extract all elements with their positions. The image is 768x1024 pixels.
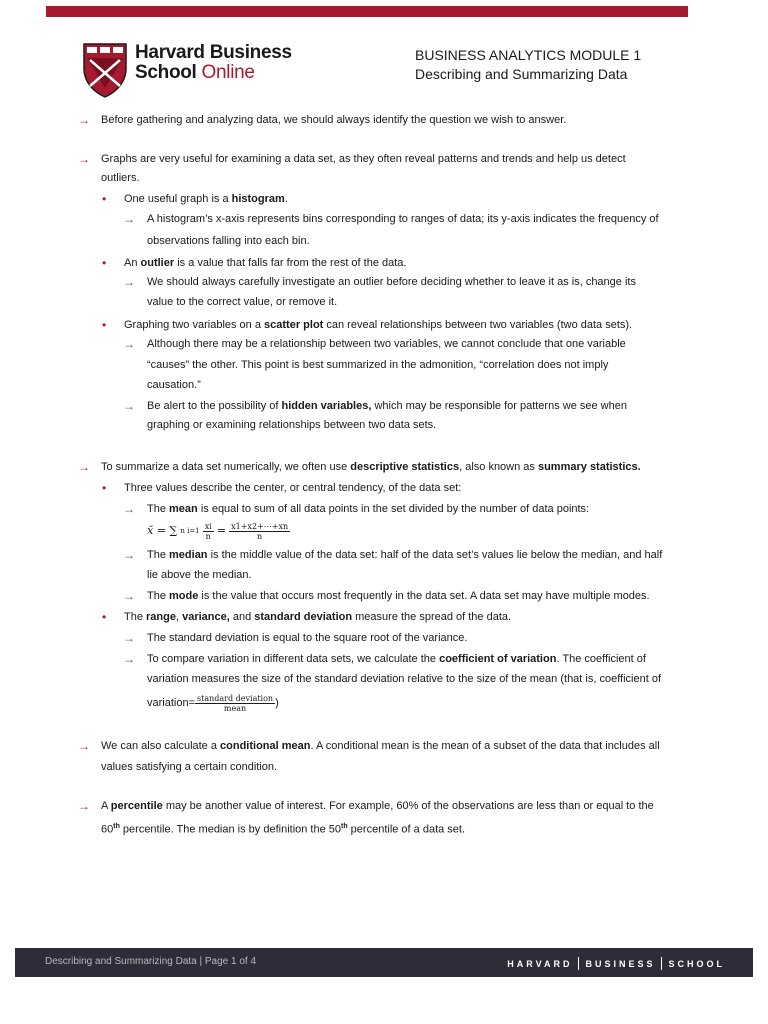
hbs-shield-icon — [82, 42, 128, 98]
formula-equals: = — [216, 524, 227, 537]
paragraph-text: lie above the median. — [147, 569, 252, 581]
text: The — [147, 590, 170, 602]
bullet-icon: • — [102, 318, 107, 332]
text: Be alert to the possibility of — [147, 400, 282, 412]
term-median: median — [169, 549, 208, 561]
text: The — [147, 503, 170, 515]
bullet-icon: • — [102, 256, 107, 270]
term-coefficient-of-variation: coefficient of variation — [439, 653, 557, 665]
text: ) — [275, 697, 279, 709]
logo-online: Online — [201, 62, 255, 83]
paragraph-text: value to the correct value, or remove it. — [147, 296, 338, 308]
term-percentile: percentile — [110, 800, 163, 812]
text: is a value that falls far from the rest of the data. — [174, 257, 407, 269]
term-descriptive-statistics: descriptive statistics — [350, 461, 460, 473]
paragraph-text: Three values describe the center, or central tendency, of the data set: — [124, 482, 462, 494]
footer-word: SCHOOL — [668, 958, 725, 969]
text: is the value that occurs most frequently in the data set. A data set may have multiple modes. — [198, 590, 650, 602]
footer-word: HARVARD — [507, 958, 573, 969]
bullet-icon: • — [102, 610, 107, 624]
paragraph-text: Graphs are very useful for examining a data set, as they often reveal patterns and trends and help us detect — [101, 153, 626, 165]
term-mode: mode — [169, 590, 199, 602]
bullet-icon: • — [102, 192, 107, 206]
paragraph-text: variation measures the size of the standard deviation relative to the size of the mean (that is, coefficient of — [147, 673, 662, 685]
text: and — [229, 611, 255, 623]
term-conditional-mean: conditional mean — [220, 740, 311, 752]
text: One useful graph is a — [124, 193, 232, 205]
right-arrow-icon: → — [123, 212, 135, 226]
paragraph-text: outliers. — [101, 172, 140, 184]
text: To compare variation in different data sets, we calculate the — [147, 653, 440, 665]
paragraph-text: graphing or examining relationships between two data sets. — [147, 419, 437, 431]
term-histogram: histogram — [231, 193, 285, 205]
text: measure the spread of the data. — [352, 611, 512, 623]
term-range: range — [146, 611, 176, 623]
text: percentile. The median is by definition the 50 — [119, 823, 342, 836]
text: . The coefficient of — [556, 653, 646, 665]
text: An — [124, 257, 141, 269]
formula-frac-num: x1+x2+⋯+xn — [231, 521, 289, 531]
superscript: th — [341, 823, 348, 830]
formula-frac-num: xi — [204, 521, 212, 531]
text: 60 — [101, 823, 114, 836]
top-accent-bar — [46, 6, 688, 17]
text: may be another value of interest. For example, 60% of the observations are less than or equal to the — [162, 800, 654, 812]
paragraph-text: values satisfying a certain condition. — [101, 761, 278, 773]
term-outlier: outlier — [140, 257, 175, 269]
right-arrow-icon: → — [123, 275, 135, 289]
right-arrow-icon: → — [123, 337, 135, 351]
paragraph-text: A histogram’s x-axis represents bins corresponding to ranges of data; its y-axis indicates the frequency of — [147, 213, 659, 225]
formula-limits: n i=1 — [180, 526, 200, 535]
term-hidden-variables: hidden variables, — [281, 400, 372, 412]
text: To summarize a data set numerically, we often use — [101, 461, 351, 473]
text: , also known as — [459, 461, 538, 473]
term-variance: variance, — [182, 611, 230, 623]
text: . — [284, 193, 288, 205]
paragraph-text: observations falling into each bin. — [147, 235, 310, 247]
right-arrow-icon: → — [123, 631, 135, 645]
paragraph-text: Before gathering and analyzing data, we should always identify the question we wish to answer. — [101, 114, 567, 126]
right-arrow-icon: → — [78, 739, 90, 753]
footer-page-info: Describing and Summarizing Data | Page 1 of 4 — [45, 956, 257, 967]
text: We can also calculate a — [101, 740, 221, 752]
footer-divider — [578, 957, 579, 970]
paragraph-text: “causes” the other. This point is best summarized in the admonition, “correlation does not imply — [147, 359, 609, 371]
text: A — [101, 800, 111, 812]
right-arrow-icon: → — [78, 799, 90, 813]
logo-line-harvard-business: Harvard Business — [135, 42, 292, 63]
text: percentile of a data set. — [347, 823, 466, 836]
formula-frac-num: standard deviation — [197, 693, 274, 703]
term-standard-deviation: standard deviation — [254, 611, 353, 623]
page-footer — [15, 948, 753, 977]
text: is the middle value of the data set: half of the data set’s values lie below the median, and half — [207, 549, 663, 561]
paragraph-text: The standard deviation is equal to the square root of the variance. — [147, 632, 468, 644]
footer-hbs-wordmark — [507, 957, 725, 970]
right-arrow-icon: → — [78, 152, 90, 166]
right-arrow-icon: → — [123, 652, 135, 666]
term-summary-statistics: summary statistics. — [537, 461, 641, 473]
footer-divider — [661, 957, 662, 970]
paragraph-text: causation.” — [147, 379, 201, 391]
module-title: BUSINESS ANALYTICS MODULE 1 — [415, 47, 642, 63]
text: Graphing two variables on a — [124, 319, 265, 331]
paragraph-text: We should always carefully investigate an outlier before deciding whether to leave it as is, change its — [147, 276, 636, 288]
module-subtitle: Describing and Summarizing Data — [415, 66, 628, 82]
logo-school: School — [135, 62, 197, 83]
paragraph-text: Although there may be a relationship between two variables, we cannot conclude that one variable — [147, 338, 626, 350]
formula-lhs: x̄ = ∑ — [147, 524, 178, 537]
formula-frac-den: mean — [223, 703, 247, 713]
formula-frac-den: n — [205, 531, 211, 541]
text: The — [147, 549, 170, 561]
text: which may be responsible for patterns we see when — [371, 400, 627, 412]
bullet-icon: • — [102, 481, 107, 495]
term-mean: mean — [169, 503, 198, 515]
right-arrow-icon: → — [123, 399, 135, 413]
hbs-online-logo — [82, 42, 292, 98]
right-arrow-icon: → — [123, 548, 135, 562]
right-arrow-icon: → — [78, 460, 90, 474]
text: variation= — [147, 697, 196, 709]
text: is equal to sum of all data points in the set divided by the number of data points: — [197, 503, 590, 515]
footer-word: BUSINESS — [585, 958, 656, 969]
text: , — [175, 611, 183, 623]
term-scatter-plot: scatter plot — [264, 319, 324, 331]
text: . A conditional mean is the mean of a subset of the data that includes all — [310, 740, 660, 752]
superscript: th — [113, 823, 120, 830]
right-arrow-icon: → — [123, 589, 135, 603]
right-arrow-icon: → — [123, 502, 135, 516]
formula-frac-den: n — [257, 531, 263, 541]
text: The — [124, 611, 147, 623]
text: can reveal relationships between two variables (two data sets). — [323, 319, 633, 331]
right-arrow-icon: → — [78, 113, 90, 127]
